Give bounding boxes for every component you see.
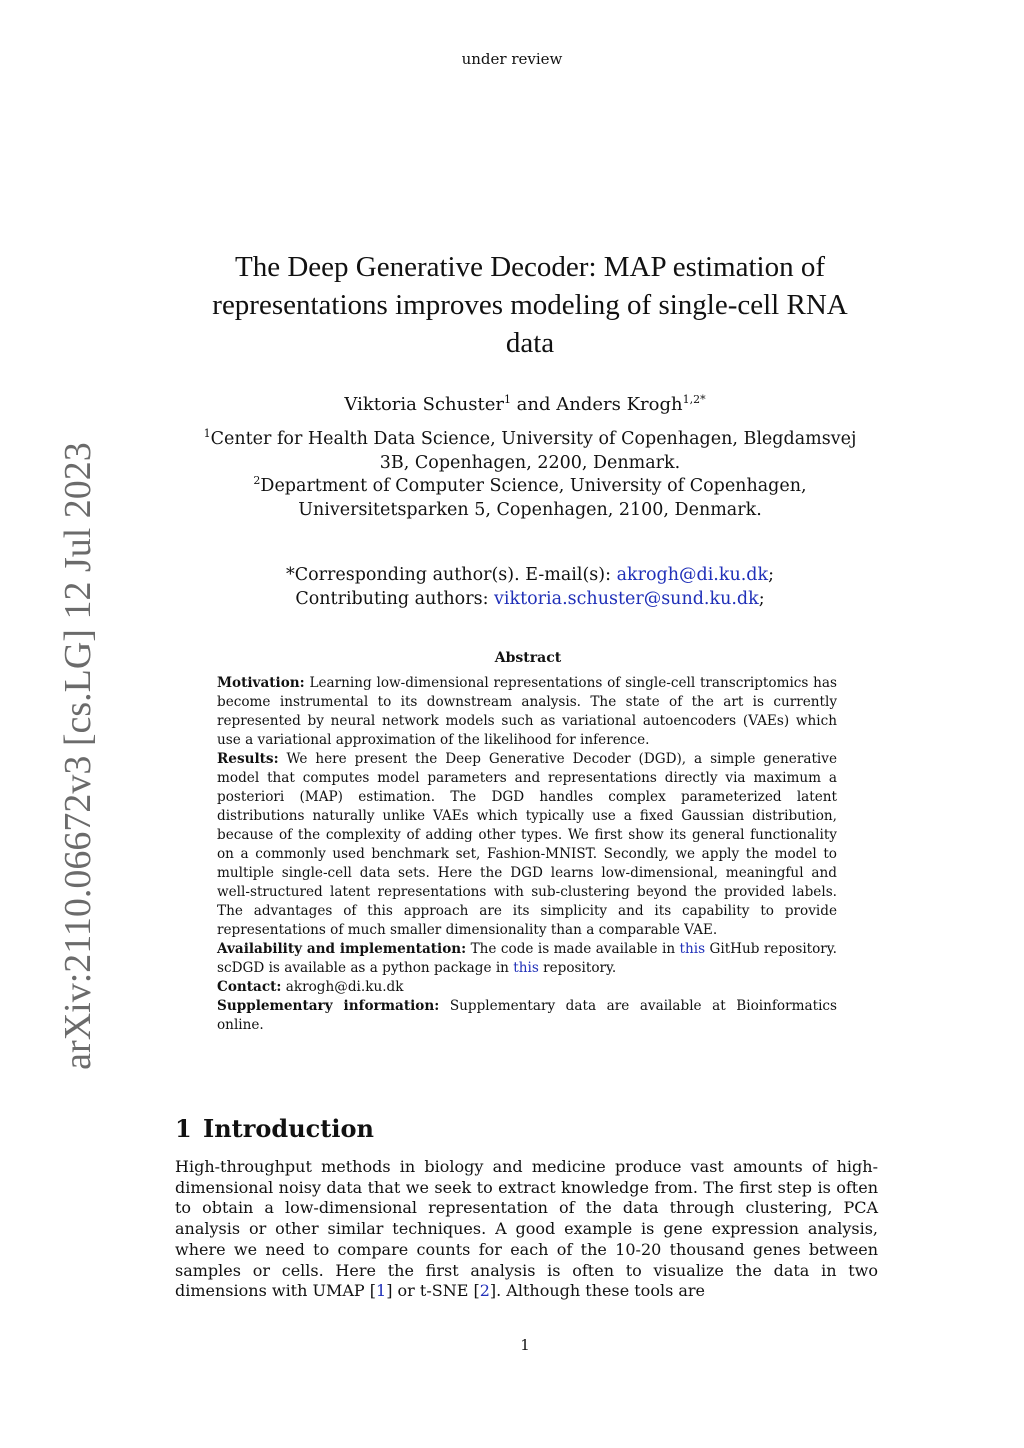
- intro-text: High-throughput methods in biology and medicine produce vast amounts of high-dimensional noisy data that we seek to extract knowledge from. The first step is often to obtain a low-dimensional representation of the data through clustering, PCA analysis or other similar techniques. A good example is gene expression analysis, where we need to compare counts for each of the 10-20 thousand genes between samples or cells. Here the first analysis is often to visualize the data in two dimensions with UMAP [: [175, 1157, 878, 1301]
- abstract-supplementary: [217, 997, 837, 1035]
- availability-text: repository.: [538, 960, 617, 976]
- availability-text: The code is made available in: [466, 941, 680, 957]
- abstract-availability: [217, 940, 842, 978]
- paper-title: The Deep Generative Decoder: MAP estimation of representations improves modeling of single-cell RNA data: [212, 251, 848, 359]
- contact-text: akrogh@di.ku.dk: [281, 979, 404, 995]
- contact-label: Contact:: [217, 979, 282, 995]
- intro-text: ] or t-SNE [: [386, 1281, 480, 1301]
- abstract-results: [217, 750, 837, 940]
- author-conjunction: and: [510, 394, 557, 415]
- affiliation-text: Center for Health Data Science, University of Copenhagen, Blegdamsvej 3B, Copenhagen, 2200, Denmark.: [210, 429, 857, 473]
- affiliation-item: [190, 475, 870, 522]
- results-text: We here present the Deep Generative Decoder (DGD), a simple generative model that computes model parameters and representations directly via maximum a posteriori (MAP) estimation. The DGD handles complex parameterized latent distributions naturally unlike VAEs which typically use a fixed Gaussian distribution, because of the complexity of adding other types. We first show its general functionality on a commonly used benchmark set, Fashion-MNIST. Secondly, we apply the model to multiple single-cell data sets. Here the DGD learns low-dimensional, meaningful and well-structured latent representations with sub-clustering beyond the provided labels. The advantages of this approach are its simplicity and its capability to provide representations of much smaller dimensionality than a comparable VAE.: [217, 751, 837, 938]
- author-line: [0, 394, 1024, 415]
- abstract-body: [217, 674, 842, 1035]
- contributing-email-link[interactable]: viktoria.schuster@sund.ku.dk: [494, 588, 759, 609]
- affiliations: [190, 428, 870, 522]
- intro-text: ]. Although these tools are: [489, 1281, 706, 1301]
- corresponding-author-suffix: ;: [768, 565, 775, 585]
- availability-text: GitHub repository. scDGD is available as a python package in: [217, 941, 842, 976]
- author-name: Viktoria Schuster: [344, 394, 504, 415]
- python-package-link[interactable]: this: [513, 960, 539, 976]
- corresponding-email-link[interactable]: akrogh@di.ku.dk: [616, 565, 769, 585]
- abstract-heading: Abstract: [494, 650, 562, 666]
- affiliation-marker: 2: [253, 474, 261, 488]
- affiliation-text: Department of Computer Science, University of Copenhagen, Universitetsparken 5, Copenhagen, 2100, Denmark.: [260, 476, 807, 520]
- corresponding-author-line: [190, 564, 870, 588]
- availability-label: Availability and implementation:: [217, 941, 467, 957]
- contributing-authors-line: [190, 588, 870, 612]
- section-number: 1: [175, 1114, 192, 1143]
- page-number: 1: [520, 1336, 530, 1354]
- motivation-text: Learning low-dimensional representations of single-cell transcriptomics has become instrumental to its downstream analysis. The state of the art is currently represented by neural network models such as variational autoencoders (VAEs) which use a variational approximation of the likelihood for inference.: [217, 675, 837, 748]
- motivation-label: Motivation:: [217, 675, 305, 691]
- abstract-motivation: [217, 674, 837, 750]
- arxiv-identifier-stamp: arXiv:2110.06672v3 [cs.LG] 12 Jul 2023: [57, 442, 99, 1070]
- author-affiliation-marker: 1,2*: [682, 393, 706, 406]
- supplementary-label: Supplementary information:: [217, 998, 440, 1014]
- corresponding-author-label: *Corresponding author(s). E-mail(s):: [285, 565, 617, 585]
- github-repository-link[interactable]: this: [679, 941, 706, 957]
- author-affiliation-marker: 1: [503, 393, 511, 406]
- section-title: Introduction: [203, 1114, 374, 1143]
- abstract-contact: [217, 978, 837, 997]
- running-header: under review: [461, 50, 563, 68]
- affiliation-item: [190, 428, 870, 475]
- results-label: Results:: [217, 751, 279, 767]
- affiliation-marker: 1: [203, 427, 211, 441]
- citation-link[interactable]: 1: [376, 1281, 387, 1301]
- contributing-authors-label: Contributing authors:: [295, 588, 495, 609]
- author-name: Anders Krogh: [556, 394, 683, 415]
- contributing-authors-suffix: ;: [758, 588, 765, 609]
- citation-link[interactable]: 2: [479, 1281, 490, 1301]
- section-heading: [175, 1114, 374, 1143]
- correspondence-block: [190, 564, 870, 611]
- introduction-paragraph: [175, 1157, 878, 1302]
- supplementary-text: Supplementary data are available at Bioinformatics online.: [217, 998, 838, 1033]
